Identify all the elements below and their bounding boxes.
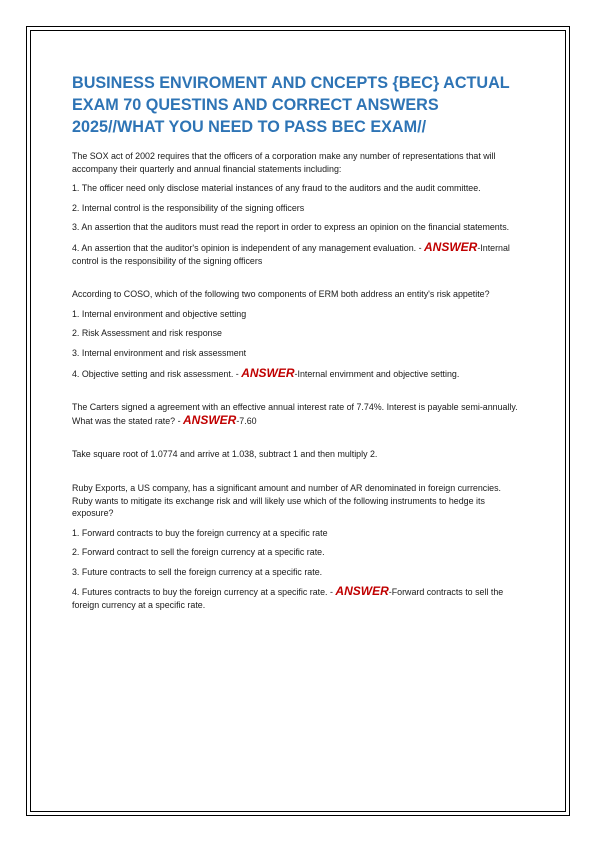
answer-label: ANSWER — [241, 365, 295, 380]
q3-answer: -7.60 — [236, 415, 257, 426]
q1-option-4-text: 4. An assertion that the auditor's opinion is independent of any management evaluation. - — [72, 242, 422, 253]
q1-option-3: 3. An assertion that the auditors must read the report in order to express an opinion on the financial statements. — [72, 222, 510, 233]
answer-label: ANSWER — [424, 239, 478, 254]
q2-stem: According to COSO, which of the following two components of ERM both address an entity's risk appetite? — [72, 289, 490, 300]
answer-label: ANSWER — [183, 412, 237, 427]
q2-option-1: 1. Internal environment and objective setting — [72, 308, 247, 319]
q1-stem: The SOX act of 2002 requires that the officers of a corporation make any number of representations that will accompany their quarterly and annual financial statements including: — [72, 151, 496, 174]
q4-answer: -Forward contracts to sell the foreign currency at a specific rate. — [72, 587, 504, 611]
q1-option-1: 1. The officer need only disclose material instances of any fraud to the auditors and the audit committee. — [72, 183, 481, 194]
q2-option-4-text: 4. Objective setting and risk assessment. - — [72, 368, 239, 379]
document-title: BUSINESS ENVIROMENT AND CNCEPTS {BEC} ACTUAL EXAM 70 QUESTINS AND CORRECT ANSWERS 2025//WHAT YOU NEED TO PASS BEC EXAM// — [72, 74, 510, 136]
q4-option-4 — [72, 585, 524, 611]
q2-option-4 — [72, 367, 524, 381]
spacer — [72, 468, 524, 482]
q3-note: Take square root of 1.0774 and arrive at 1.038, subtract 1 and then multiply 2. — [72, 449, 378, 460]
answer-label: ANSWER — [335, 584, 389, 599]
spacer — [72, 434, 524, 448]
q4-option-2: 2. Forward contract to sell the foreign currency at a specific rate. — [72, 547, 325, 558]
spacer — [72, 387, 524, 401]
q3-stem-text: The Carters signed a agreement with an effective annual interest rate of 7.74%. Interest is payable semi-annually. What was the stated rate? - — [72, 402, 518, 426]
document-body — [72, 72, 524, 619]
q4-option-1: 1. Forward contracts to buy the foreign currency at a specific rate — [72, 527, 328, 538]
q2-option-3: 3. Internal environment and risk assessment — [72, 347, 247, 358]
spacer — [72, 274, 524, 288]
q4-stem: Ruby Exports, a US company, has a significant amount and number of AR denominated in foreign currencies. Ruby wants to mitigate its exchange risk and will likely use which of the following instruments to hedge its exposure? — [72, 482, 502, 519]
q4-option-3: 3. Future contracts to sell the foreign currency at a specific rate. — [72, 566, 323, 577]
q1-answer: -Internal control is the responsibility of the signing officers — [72, 242, 510, 266]
q4-option-4-text: 4. Futures contracts to buy the foreign currency at a specific rate. - — [72, 587, 333, 598]
q1-option-2: 2. Internal control is the responsibility of the signing officers — [72, 202, 305, 213]
q1-option-4 — [72, 241, 524, 267]
q2-option-2: 2. Risk Assessment and risk response — [72, 328, 222, 339]
q3-stem — [72, 401, 524, 427]
q2-answer: -Internal envirnment and objective setting. — [294, 368, 460, 379]
